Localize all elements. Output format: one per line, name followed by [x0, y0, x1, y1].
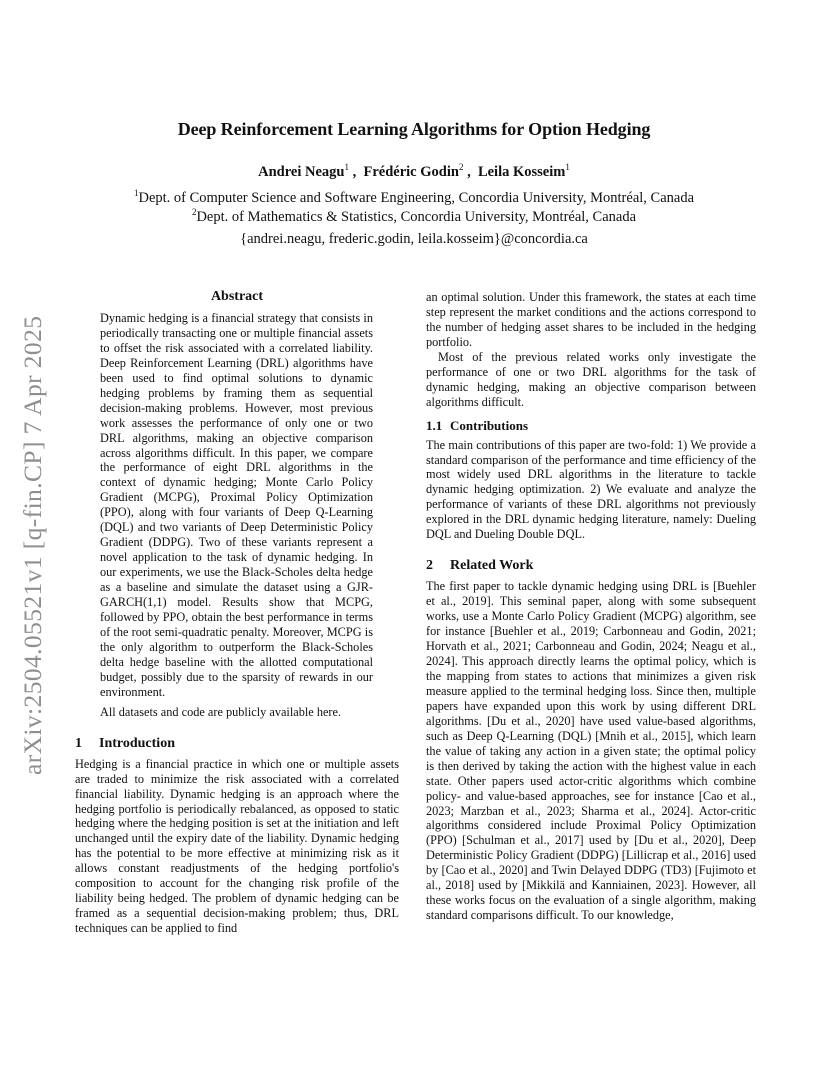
arxiv-identifier: arXiv:2504.05521v1 [q-fin.CP] 7 Apr 2025: [18, 315, 47, 775]
affiliation-mark: 2: [191, 207, 197, 218]
abstract: [100, 311, 373, 720]
section-title: Introduction: [99, 735, 175, 751]
subsection-heading-contributions: [426, 419, 756, 434]
affiliation-2: [0, 209, 828, 226]
affiliation-text: Dept. of Computer Science and Software Engineering, Concordia University, Montréal, Canada: [138, 190, 695, 206]
section-number: 1: [75, 735, 82, 751]
author-name: Leila Kosseim: [477, 164, 566, 180]
author-name: Andrei Neagu: [258, 164, 345, 180]
subsection-title: Contributions: [450, 417, 529, 433]
affiliation-text: Dept. of Mathematics & Statistics, Concordia University, Montréal, Canada: [196, 209, 637, 225]
paper-title: Deep Reinforcement Learning Algorithms for Option Hedging: [177, 119, 651, 139]
affiliation-1: [0, 190, 828, 207]
right-column: [426, 290, 756, 923]
author-affiliation-mark: 1: [565, 162, 570, 173]
abstract-heading: Abstract: [210, 289, 264, 304]
author-name: Frédéric Godin: [363, 164, 459, 180]
paragraph: an optimal solution. Under this framework, the states at each time step represent the market conditions and the actions correspond to the number of hedging asset shares to be included in the hedging portfolio.: [426, 290, 756, 349]
author-list: Andrei Neagu$^1$ , Frédéric Godin$^2$ , Leila Kosseim$^1$: [258, 162, 570, 180]
author-emails: {andrei.neagu, frederic.godin, leila.kosseim}@concordia.ca: [240, 231, 588, 247]
subsection-number: 1.1: [426, 417, 443, 433]
section-number: 2: [426, 558, 433, 574]
author-affiliation-mark: 1: [344, 162, 349, 173]
abstract-availability-note: All datasets and code are publicly available here.: [100, 704, 342, 719]
section-title: Related Work: [450, 558, 534, 574]
paragraph: Most of the previous related works only investigate the performance of one or two DRL algorithms for the task of dynamic hedging, making an objective comparison between algorithms difficult.: [426, 349, 756, 409]
author-affiliation-mark: 2: [458, 162, 464, 173]
related-work-paragraph: The first paper to tackle dynamic hedging using DRL is [Buehler et al., 2019]. This seminal paper, along with some subsequent works, use a Monte Carlo Policy Gradient (MCPG) algorithm, see for instance [Buehler et al., 2019; Carbonneau and Godin, 2021; Horvath et al., 2021; Carbonneau and Godin, 2024; Neagu et al., 2024]. This approach directly learns the optimal policy, which is the mapping from states to actions that minimizes a given risk measure applied to the terminal hedging loss. Since then, multiple papers have expanded upon this work by using different DRL algorithms. [Du et al., 2020] have used value-based algorithms, such as Deep Q-Learning (DQL) [Mnih et al., 2015], which learn the value of taking any action in a given state; the optimal policy is then derived by taking the action with the highest value in each state. Other papers used actor-critic algorithms which combine policy- and value-based approaches, see for instance [Cao et al., 2023; Marzban et al., 2023; Sharma et al., 2024]. Actor-critic algorithms considered include Proximal Policy Optimization (PPO) [Schulman et al., 2017] used by [Du et al., 2020], Deep Deterministic Policy Gradient (DDPG) [Lillicrap et al., 2016] used by [Cao et al., 2020] and Twin Delayed DDPG (TD3) [Fujimoto et al., 2018] used by [Mikkilä and Kanniainen, 2023]. However, all these works focus on the evaluation of a single algorithm, making standard comparisons difficult. To our knowledge,: [426, 579, 756, 923]
contributions-paragraph: The main contributions of this paper are two-fold: 1) We provide a standard comparison of the performance and time efficiency of the most widely used DRL algorithms in the literature to tackle dynamic hedging optimization. 2) We evaluate and analyze the performance of variants of these DRL algorithms not previously explored in the DRL dynamic hedging literature, namely: Dueling DQL and Dueling Double DQL.: [426, 437, 756, 542]
section-heading-related-work: [426, 559, 756, 574]
abstract-text: Dynamic hedging is a financial strategy that consists in periodically transacting one or multiple financial assets to offset the risk associated with a correlated liability. Deep Reinforcement Learning (DRL) algorithms have been used to find optimal solutions to dynamic hedging problems by framing them as sequential decision-making problems. However, most previous work assesses the performance of only one or two DRL algorithms, making an objective comparison across algorithms difficult. In this paper, we compare the performance of eight DRL algorithms in the context of dynamic hedging; Monte Carlo Policy Gradient (MCPG), Proximal Policy Optimization (PPO), along with four variants of Deep Q-Learning (DQL) and two variants of Deep Deterministic Policy Gradient (DDPG). Two of these variants represent a novel application to the task of dynamic hedging. In our experiments, we use the Black-Scholes delta hedge as a baseline and simulate the dataset using a GJR-GARCH(1,1) model. Results show that MCPG, followed by PPO, obtain the best performance in terms of the root semi-quadratic penalty. Moreover, MCPG is the only algorithm to outperform the Black-Scholes delta hedge baseline with the allotted computational budget, possibly due to the sparsity of rewards in our environment.: [100, 310, 373, 699]
introduction-paragraph: Hedging is a financial practice in which one or multiple assets are traded to minimize the risk associated with a correlated financial liability. Dynamic hedging is an approach where the hedging portfolio is periodically rebalanced, as opposed to static hedging where the hedging position is set at the initiation and left unchanged until the expiry date of the liability. Dynamic hedging has the potential to be more effective at minimizing risk as it allows constant readjustments of the hedging portfolio's composition to account for the changing risk profile of the liability being hedged. The problem of dynamic hedging can be framed as a sequential decision-making problem; thus, DRL techniques can be applied to find: [75, 756, 399, 936]
affiliation-mark: 1: [133, 188, 139, 199]
section-heading-introduction: [75, 737, 399, 752]
left-column: [75, 290, 399, 936]
